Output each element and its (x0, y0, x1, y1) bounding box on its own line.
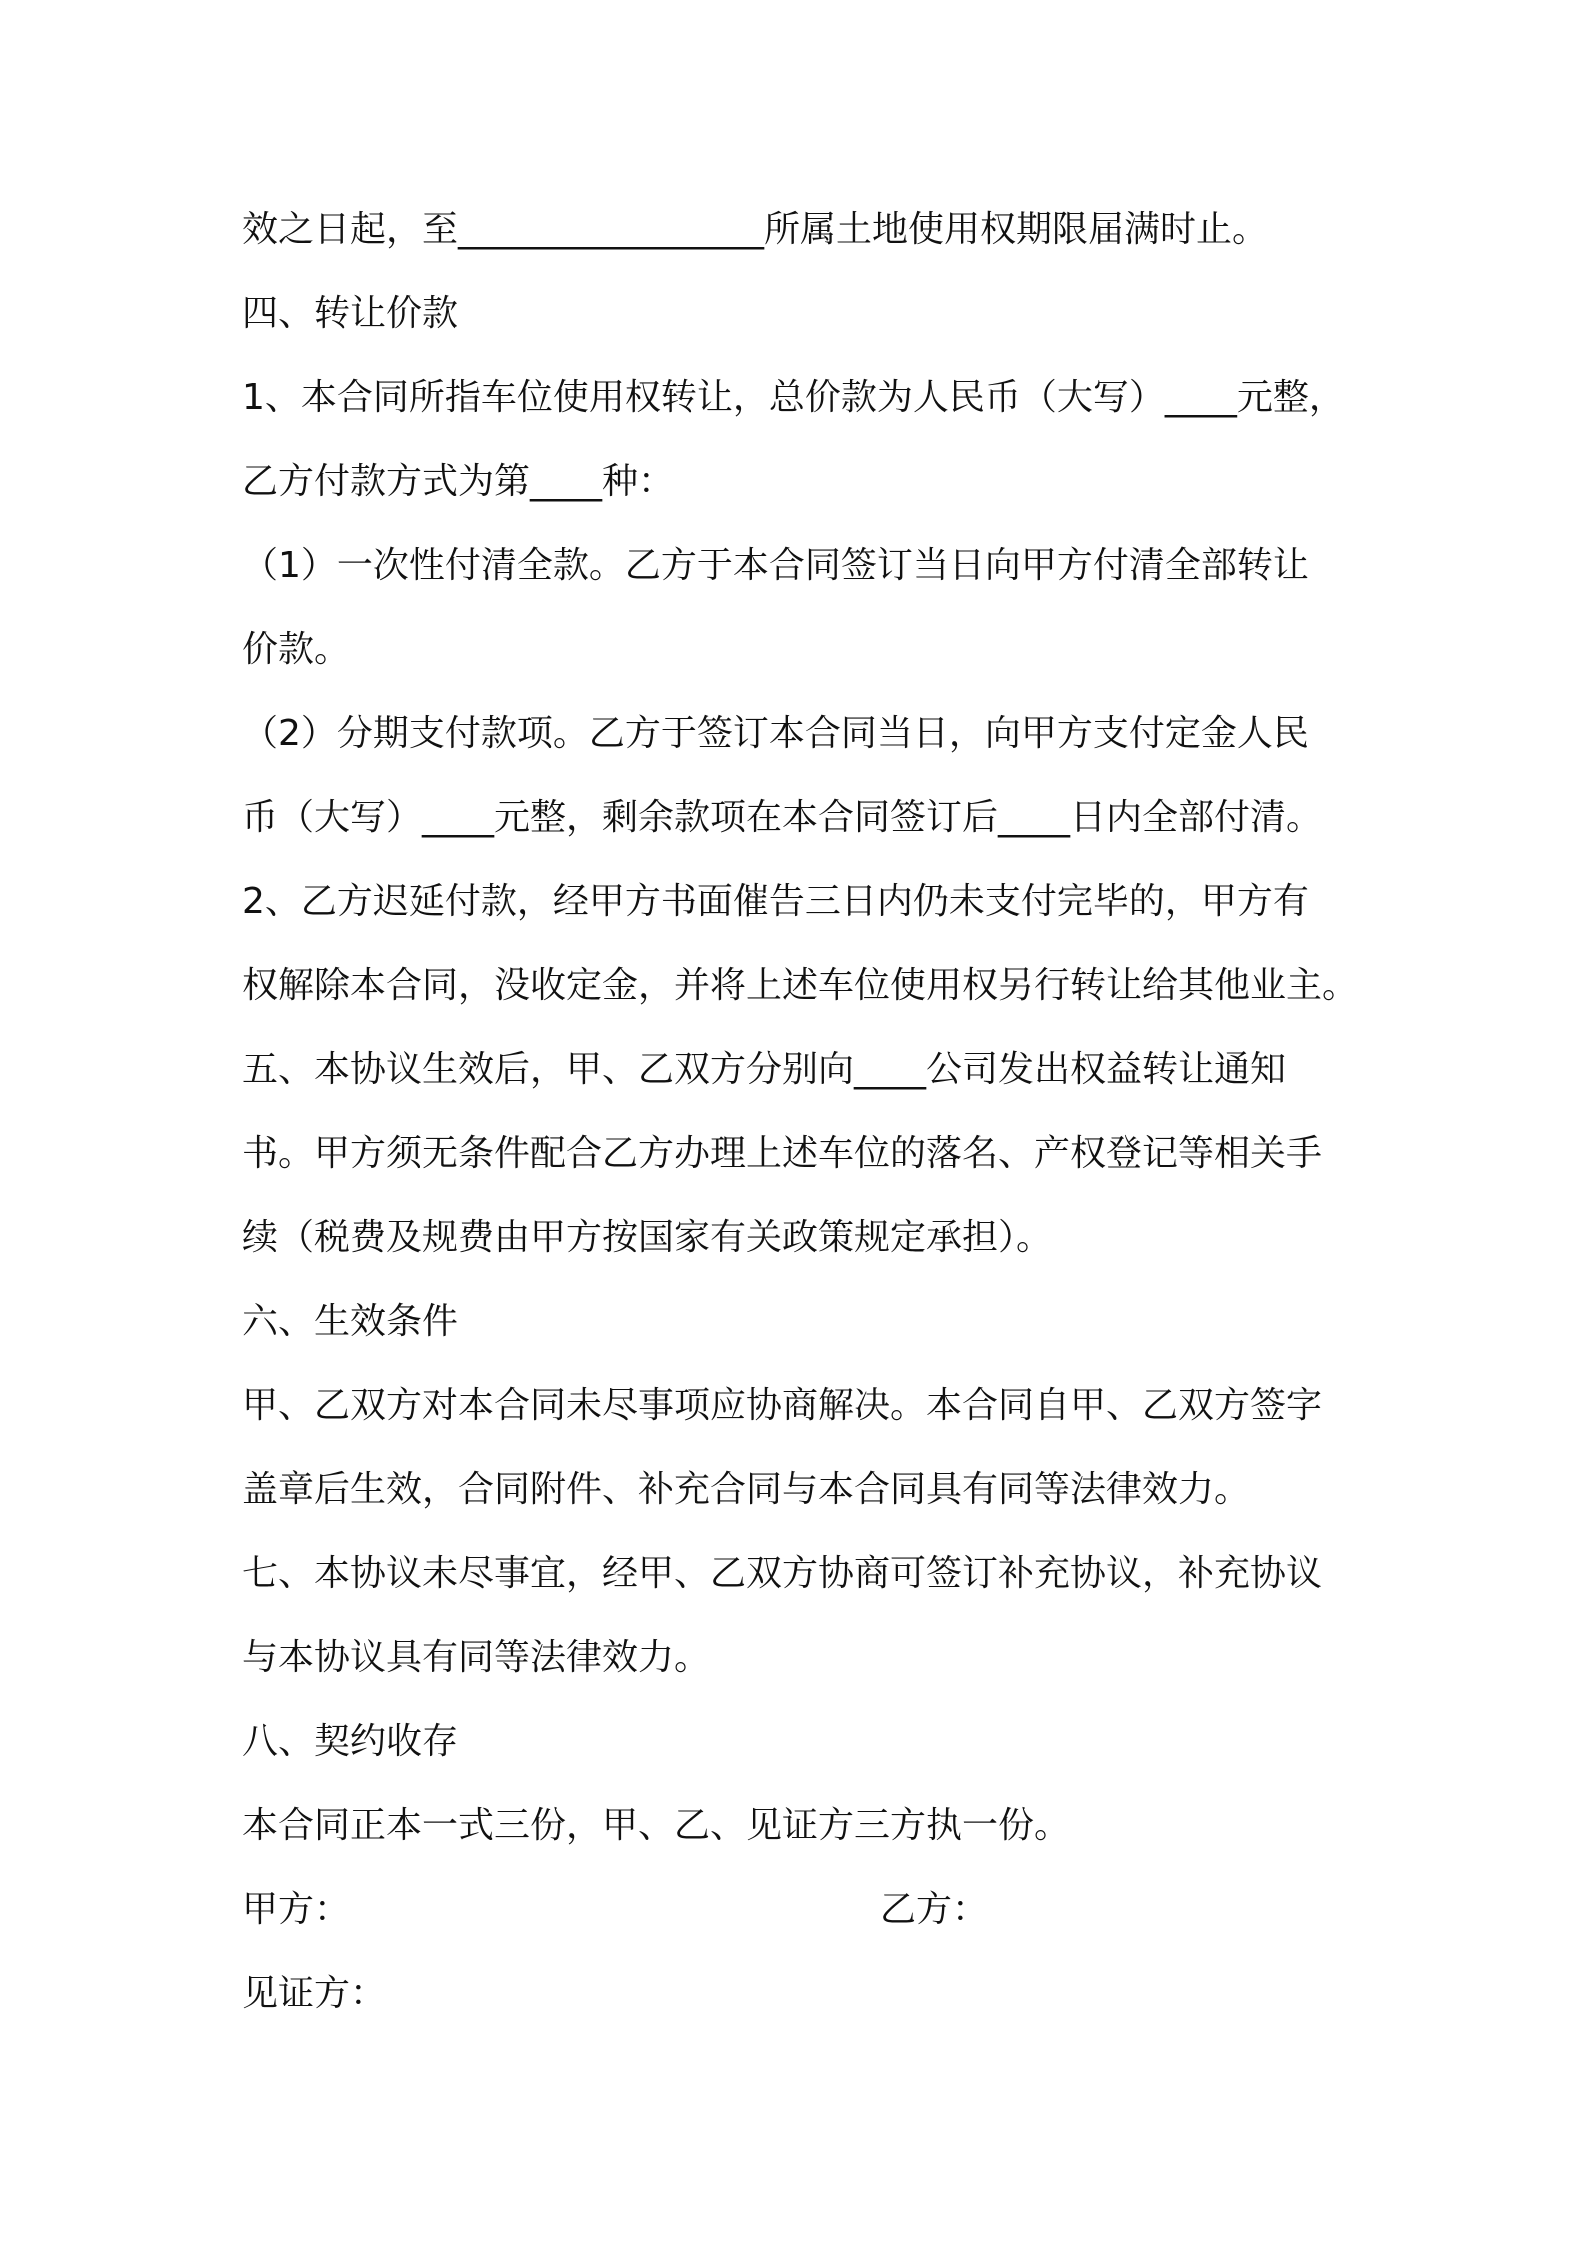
text-line: （2）分期支付款项。乙方于签订本合同当日，向甲方支付定金人民 (242, 713, 1309, 754)
text-line: 乙方付款方式为第____种： (242, 461, 675, 502)
text-line: 甲、乙双方对本合同未尽事项应协商解决。本合同自甲、乙双方签字 (242, 1385, 1323, 1426)
text-line: 币（大写）____元整，剩余款项在本合同签订后____日内全部付清。 (242, 797, 1323, 838)
text-line: 与本协议具有同等法律效力。 (242, 1637, 711, 1678)
party-b-signature-label: 乙方： (880, 1889, 989, 1930)
text-line: 盖章后生效，合同附件、补充合同与本合同具有同等法律效力。 (242, 1469, 1251, 1510)
text-line: 书。甲方须无条件配合乙方办理上述车位的落名、产权登记等相关手 (242, 1133, 1323, 1174)
text-line: 续（税费及规费由甲方按国家有关政策规定承担）。 (242, 1217, 1053, 1258)
text-line: 价款。 (242, 629, 351, 670)
section-heading: 八、契约收存 (242, 1721, 459, 1762)
text-line: 效之日起，至_________________所属土地使用权期限届满时止。 (242, 209, 1269, 250)
section-heading: 四、转让价款 (242, 293, 459, 334)
text-line: 2、乙方迟延付款，经甲方书面催告三日内仍未支付完毕的，甲方有 (242, 881, 1309, 922)
section-heading: 六、生效条件 (242, 1301, 459, 1342)
party-a-signature-label: 甲方： (242, 1889, 351, 1930)
text-line: 七、本协议未尽事宜，经甲、乙双方协商可签订补充协议，补充协议 (242, 1553, 1323, 1594)
text-line: 1、本合同所指车位使用权转让，总价款为人民币（大写）____元整， (242, 377, 1345, 418)
text-line: （1）一次性付清全款。乙方于本合同签订当日向甲方付清全部转让 (242, 545, 1309, 586)
text-line: 五、本协议生效后，甲、乙双方分别向____公司发出权益转让通知 (242, 1049, 1287, 1090)
text-line: 本合同正本一式三份，甲、乙、见证方三方执一份。 (242, 1805, 1071, 1846)
text-line: 权解除本合同，没收定金，并将上述车位使用权另行转让给其他业主。 (242, 965, 1359, 1006)
witness-signature-label: 见证方： (242, 1973, 387, 2014)
